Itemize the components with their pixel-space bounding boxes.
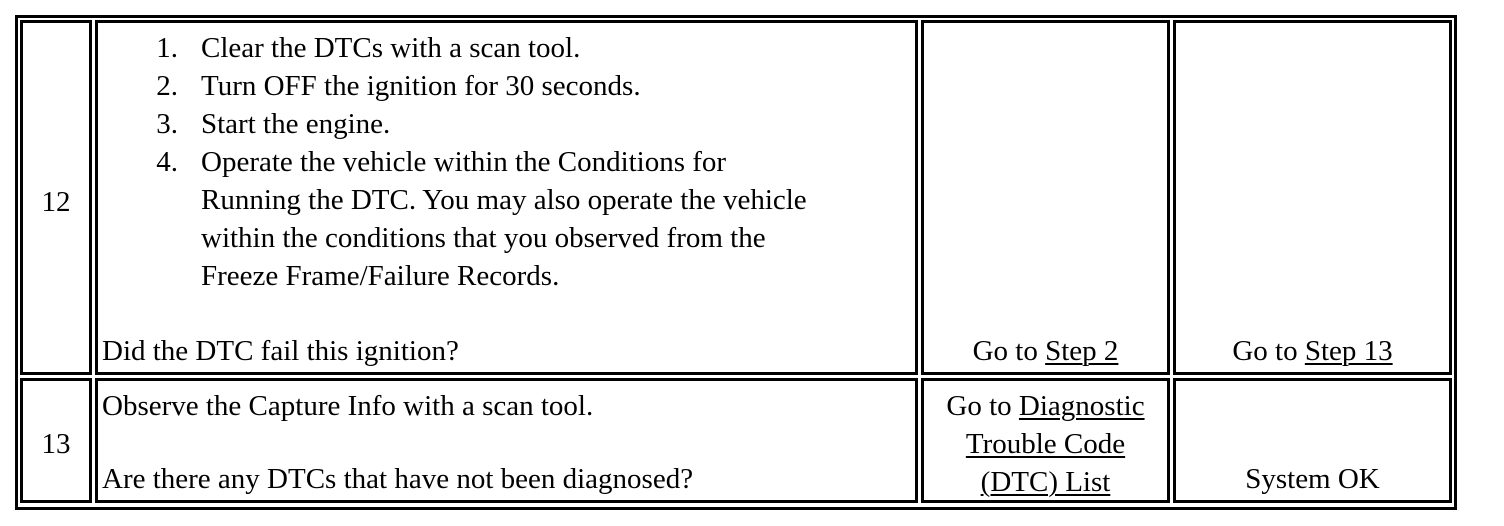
action-cell-13: [95, 378, 918, 503]
item-text: Start the engine.: [201, 108, 391, 140]
no-result: System OK: [1245, 463, 1380, 495]
no-cell-12: [1173, 20, 1452, 375]
item-text: Clear the DTCs with a scan tool.: [201, 32, 581, 64]
question-text: Are there any DTCs that have not been diagnosed?: [102, 463, 694, 495]
list-item: [98, 105, 908, 143]
yes-result: [924, 332, 1167, 370]
question-text: Did the DTC fail this ignition?: [102, 335, 459, 367]
no-cell-13: [1173, 378, 1452, 503]
dtc-list-link-line-2[interactable]: Trouble Code: [965, 428, 1126, 460]
dtc-list-link-line-3[interactable]: (DTC) List: [980, 466, 1111, 498]
list-item: [98, 67, 908, 105]
goto-label: Go to: [1232, 335, 1305, 367]
goto-label: Go to: [972, 335, 1046, 367]
action-cell-12: [95, 20, 918, 375]
item-number: 2.: [156, 70, 178, 102]
list-item: [98, 143, 908, 295]
yes-cell-13: [921, 378, 1170, 503]
yes-result: [924, 387, 1167, 501]
step-cell-13: [20, 378, 92, 503]
item-text: Operate the vehicle within the Conditions for: [201, 146, 727, 178]
item-text: Turn OFF the ignition for 30 seconds.: [201, 70, 641, 102]
step-number: 12: [41, 186, 71, 218]
item-text: Running the DTC. You may also operate the vehicle: [201, 184, 807, 216]
goto-label: Go to: [946, 390, 1019, 422]
item-text: Freeze Frame/Failure Records.: [201, 260, 560, 292]
step-13-link[interactable]: Step 13: [1304, 335, 1393, 367]
yes-cell-12: [921, 20, 1170, 375]
item-number: 4.: [156, 146, 178, 178]
dtc-list-link-line-1[interactable]: Diagnostic: [1018, 390, 1145, 422]
list-item: [98, 29, 908, 67]
step-number: 13: [41, 428, 71, 460]
action-text: Observe the Capture Info with a scan tool.: [102, 390, 594, 422]
action-list: [98, 29, 908, 295]
item-number: 1.: [156, 32, 178, 64]
step-cell-12: [20, 20, 92, 375]
no-result: [1176, 332, 1449, 370]
step-2-link[interactable]: Step 2: [1045, 335, 1119, 367]
item-number: 3.: [156, 108, 178, 140]
item-text: within the conditions that you observed from the: [201, 222, 766, 254]
